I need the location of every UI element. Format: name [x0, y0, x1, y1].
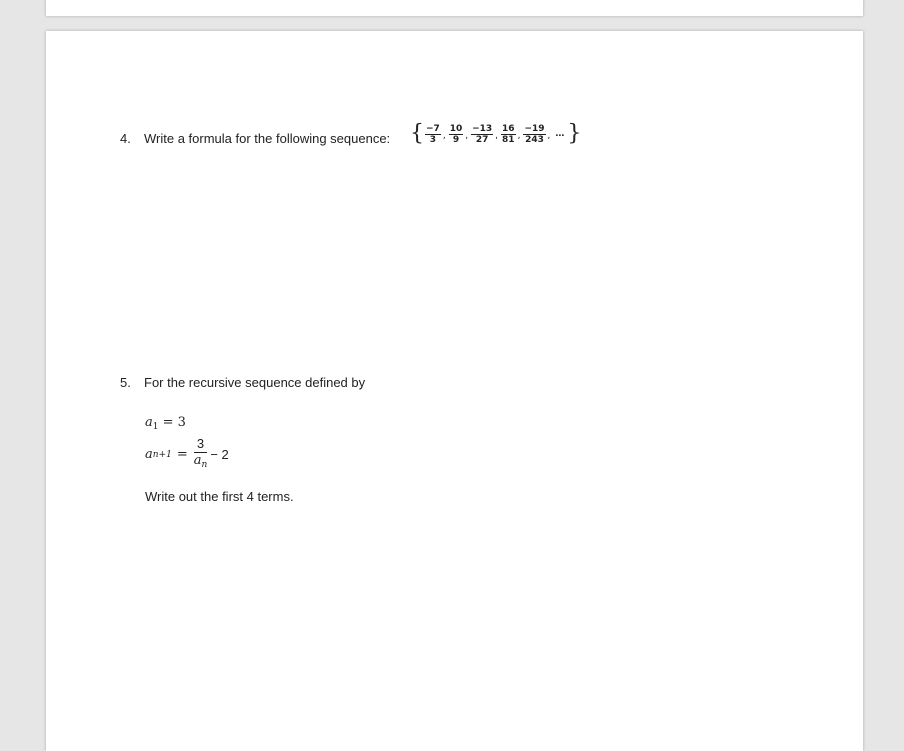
- left-brace: {: [410, 121, 424, 146]
- sequence-expression: { $\frac{-7}{3}$ , $\frac{10}{9}$ , $\frac{-13}{27}$ , $\frac{16}{81}$ , $\frac{-19}{243}$ , … }: [410, 121, 582, 146]
- term-2: $\frac{10}{9}$: [449, 123, 463, 145]
- term-4: $\frac{16}{81}$: [502, 123, 515, 145]
- ellipsis: …: [555, 129, 565, 139]
- instruction-text: Write out the first 4 terms.: [145, 489, 294, 504]
- question-number: 4.: [120, 131, 131, 146]
- fraction: $\frac{3}{a_n}$: [193, 436, 208, 470]
- initial-term-equation: $a_1 = 3$: [145, 415, 186, 432]
- question-number: 5.: [120, 375, 131, 390]
- term-3: $\frac{-13}{27}$: [472, 123, 493, 145]
- question-5: [120, 375, 365, 390]
- recursive-equation: a n+1 = $\frac{3}{a_n}$ − 2: [145, 436, 229, 473]
- question-text: For the recursive sequence defined by: [144, 375, 366, 390]
- term-1: $\frac{-7}{3}$: [426, 123, 440, 145]
- term-5: $\frac{-19}{243}$: [524, 123, 545, 145]
- question-4: [120, 121, 582, 146]
- right-brace: }: [567, 121, 582, 146]
- question-text: Write a formula for the following sequence:: [144, 131, 391, 146]
- previous-page: [46, 0, 863, 16]
